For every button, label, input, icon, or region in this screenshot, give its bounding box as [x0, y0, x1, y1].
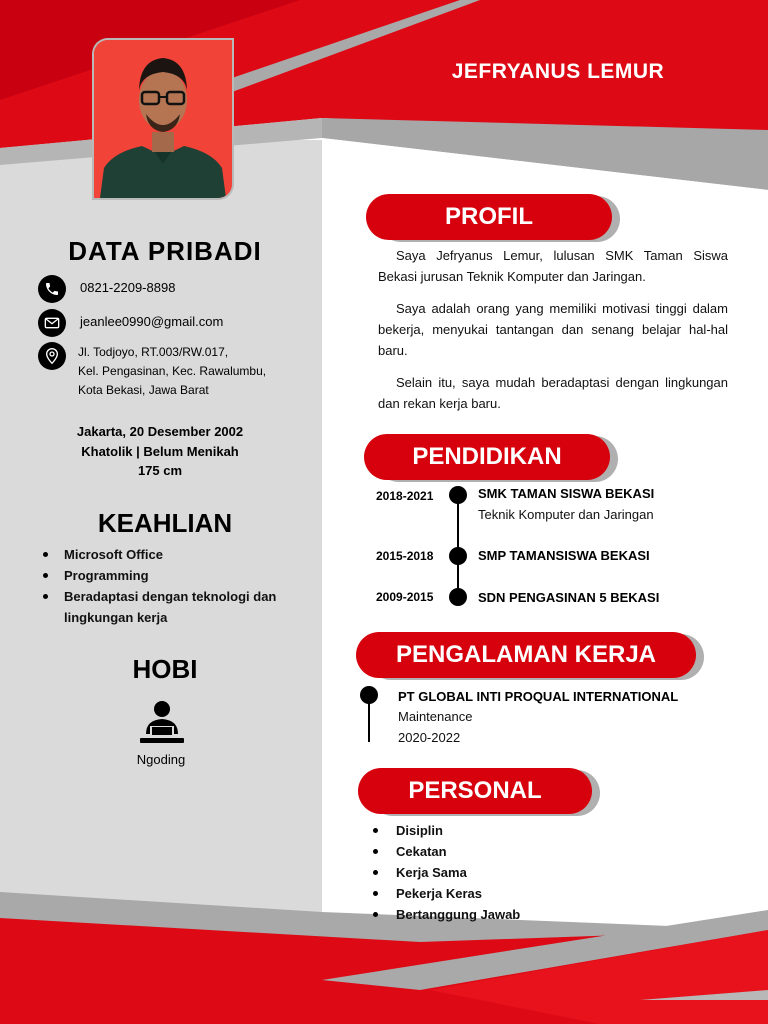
birth-info: Jakarta, 20 Desember 2002 [76, 424, 244, 439]
experience-heading-text: PENGALAMAN KERJA [395, 641, 656, 668]
profile-paragraph-3: Selain itu, saya mudah beradaptasi dengan lingkungan dan rekan kerja baru. [378, 375, 728, 411]
experience-heading [356, 632, 696, 678]
trait-item: Pekerja Keras [372, 883, 632, 904]
skill-item: Beradaptasi dengan teknologi dan lingkungan kerja [40, 586, 310, 628]
location-pin-icon [38, 342, 66, 370]
personal-heading [358, 768, 592, 814]
hobby-label: Ngoding [136, 752, 186, 767]
mail-icon [38, 309, 66, 337]
trait-item: Cekatan [372, 841, 632, 862]
profile-heading [366, 194, 612, 240]
address [78, 343, 266, 400]
education-major: Teknik Komputer dan Jaringan [478, 507, 654, 522]
email-address: jeanlee0990@gmail.com [80, 314, 224, 329]
trait-item: Kerja Sama [372, 862, 632, 883]
candidate-name: JEFRYANUS LEMUR [451, 60, 665, 83]
skills-list [40, 544, 310, 628]
personal-traits-list [372, 820, 632, 925]
timeline-dot [449, 588, 467, 606]
skill-item: Programming [40, 565, 310, 586]
education-years: 2018-2021 [376, 489, 434, 503]
education-years: 2015-2018 [376, 549, 434, 563]
hobby-heading: HOBI [132, 654, 198, 684]
phone-number: 0821-2209-8898 [80, 280, 176, 295]
trait-item: Bertanggung Jawab [372, 904, 632, 925]
trait-item: Disiplin [372, 820, 632, 841]
timeline-dot [360, 686, 378, 704]
experience-company: PT GLOBAL INTI PROQUAL INTERNATIONAL [398, 689, 679, 704]
skills-heading: KEAHLIAN [97, 508, 233, 538]
profile-heading-text: PROFIL [445, 203, 533, 230]
profile-paragraph-2: Saya adalah orang yang memiliki motivasi tinggi dalam bekerja, menyukai tantangan dan senang belajar hal-hal baru. [378, 301, 728, 358]
education-heading [364, 434, 610, 480]
phone-icon [38, 275, 66, 303]
person-at-laptop-icon [138, 700, 186, 746]
religion-status: Khatolik | Belum Menikah [81, 444, 239, 459]
education-school: SMP TAMANSISWA BEKASI [478, 548, 650, 563]
timeline-dot [449, 547, 467, 565]
education-timeline [457, 495, 459, 597]
address-line-1: Jl. Todjoyo, RT.003/RW.017, [78, 345, 229, 359]
profile-paragraph-1: Saya Jefryanus Lemur, lulusan SMK Taman Siswa Bekasi jurusan Teknik Komputer dan Jaringan. [378, 248, 728, 284]
height-info: 175 cm [137, 463, 183, 478]
education-years: 2009-2015 [376, 590, 434, 604]
personal-data-heading: DATA PRIBADI [68, 236, 262, 266]
skill-item: Microsoft Office [40, 544, 310, 565]
experience-period: 2020-2022 [398, 730, 461, 745]
profile-photo [94, 40, 232, 198]
timeline-dot [449, 486, 467, 504]
personal-heading-text: PERSONAL [408, 777, 542, 804]
experience-role: Maintenance [398, 709, 473, 724]
education-heading-text: PENDIDIKAN [412, 443, 562, 470]
education-school: SMK TAMAN SISWA BEKASI [478, 486, 655, 501]
education-school: SDN PENGASINAN 5 BEKASI [478, 590, 660, 605]
address-line-3: Kota Bekasi, Jawa Barat [78, 383, 209, 397]
address-line-2: Kel. Pengasinan, Kec. Rawalumbu, [78, 364, 267, 378]
